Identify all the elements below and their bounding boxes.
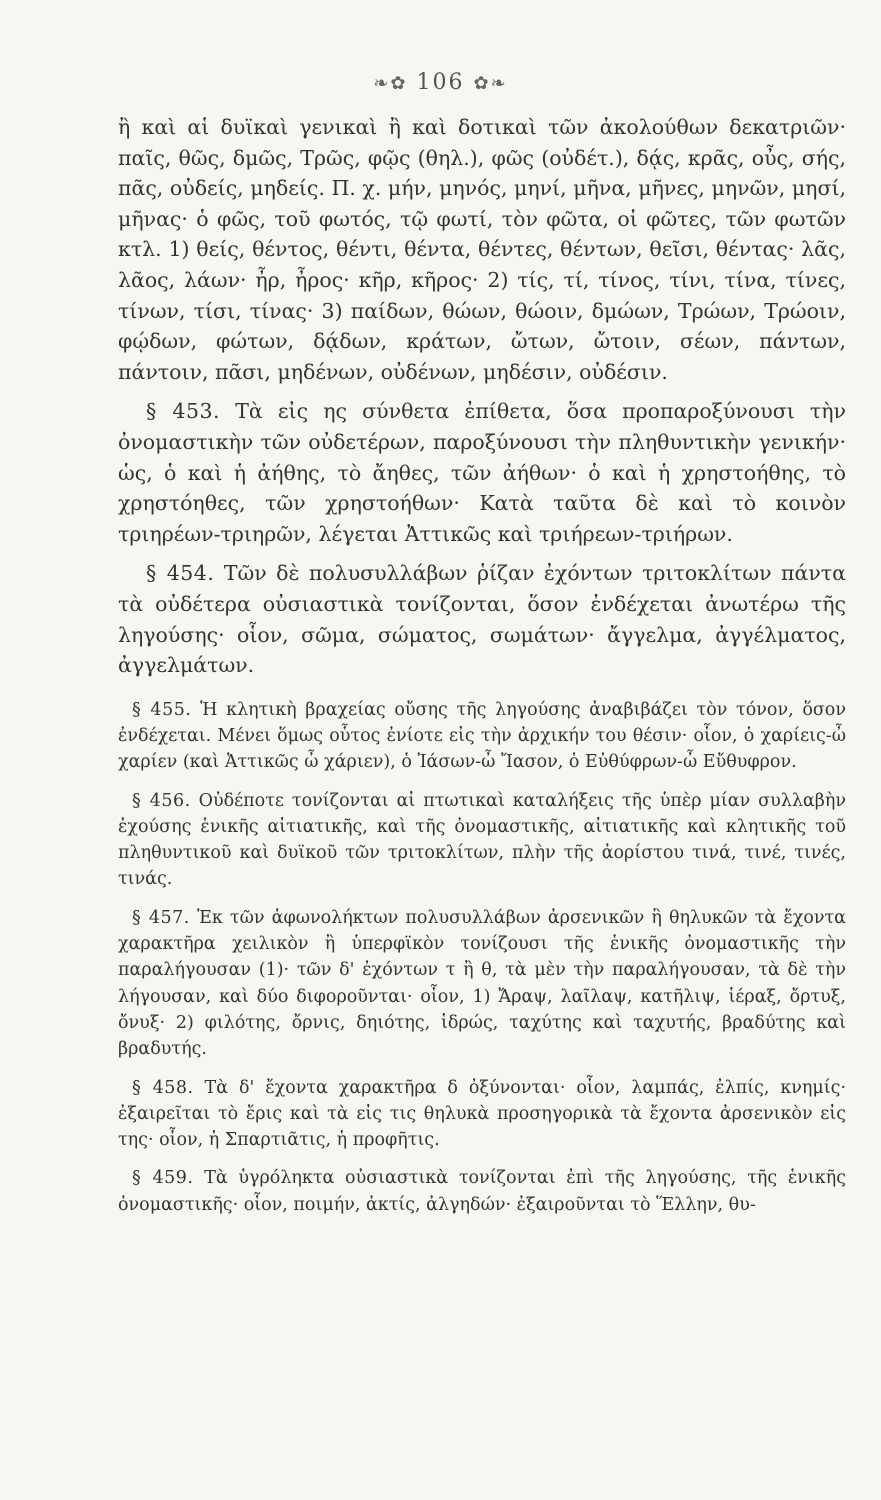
page-number: 106 [416, 70, 465, 95]
section-text: Τὰ δ' ἔχοντα χαρακτῆρα δ ὀξύνονται· οἷον, λαμπάς, ἐλπίς, κνημίς· ἐξαιρεῖται τὸ ἔρις καὶ τὰ εἰς τις θηλυκὰ προσηγορικὰ τὰ ἔχοντα ἀρσενικὸν εἰς της· οἷον, ἡ Σπαρτιᾶτις, ἡ προφῆτις. [118, 1077, 846, 1151]
paragraph-456 [118, 788, 846, 893]
section-text: Ἡ κλητικὴ βραχείας οὔσης τῆς ληγούσης ἀναβιβάζει τὸν τόνον, ὅσον ἐνδέχεται. Μένει ὅμως οὗτος ἐνίοτε εἰς τὴν ἀρχικήν του θέσιν· οἷον, ὁ χαρίεις-ὦ χαρίεν (καὶ Ἀττικῶς ὦ χάριεν), ὁ Ἰάσων-ὦ Ἴασον, ὁ Εὐθύφρων-ὦ Εὔθυφρον. [118, 699, 846, 773]
ornament-right-icon: ✿❧ [473, 73, 508, 94]
large-print-block [118, 112, 846, 681]
section-text: Ἐκ τῶν ἀφωνολήκτων πολυσυλλάβων ἀρσενικῶν ἢ θηλυκῶν τὰ ἔχοντα χαρακτῆρα χειλικὸν ἢ ὑπερφϊκὸν τονίζουσι τῆς ἑνικῆς ὀνομαστικῆς τὴν παραλήγουσαν (1)· τῶν δ' ἐχόντων τ ἢ θ, τὰ μὲν τὴν παραλήγουσαν, τὰ δὲ τὴν λήγουσαν, καὶ δύο διφοροῦνται· οἷον, 1) Ἄραψ, λαῖλαψ, κατῆλιψ, ἱέραξ, ὄρτυξ, ὄνυξ· 2) φιλότης, ὄρνις, δηιότης, ἱδρώς, ταχύτης καὶ ταχυτής, βραδύτης καὶ βραδυτής. [118, 907, 846, 1060]
paragraph-455 [118, 697, 846, 776]
section-number: § 455. [132, 699, 192, 720]
paragraph-454 [118, 558, 846, 680]
section-number: § 458. [132, 1077, 194, 1098]
section-number: § 459. [132, 1168, 194, 1189]
section-text: Τὰ εἰς ης σύνθετα ἐπίθετα, ὅσα προπαροξύνουσι τὴν ὀνομαστικὴν τῶν οὐδετέρων, παροξύνουσι τὴν πληθυντικὴν γενικήν· ὡς, ὁ καὶ ἡ ἀήθης, τὸ ἄηθες, τῶν ἀήθων· ὁ καὶ ἡ χρηστοήθης, τὸ χρηστόηθες, τῶν χρηστοήθων· Κατὰ ταῦτα δὲ καὶ τὸ κοινὸν τριηρέων-τριηρῶν, λέγεται Ἀττικῶς καὶ τριήρεων-τριήρων. [118, 399, 846, 546]
section-number: § 457. [132, 907, 190, 928]
ornament-left-icon: ❧✿ [373, 73, 408, 94]
section-text: Τῶν δὲ πολυσυλλάβων ῥίζαν ἐχόντων τριτοκλίτων πάντα τὰ οὐδέτερα οὐσιαστικὰ τονίζονται, ὅσον ἐνδέχεται ἀνωτέρω τῆς ληγούσης· οἷον, σῶμα, σώματος, σωμάτων· ἄγγελμα, ἀγγέλματος, ἀγγελμάτων. [118, 561, 846, 678]
small-print-block [118, 697, 846, 1218]
section-text: Οὐδέποτε τονίζονται αἱ πτωτικαὶ καταλήξεις τῆς ὑπὲρ μίαν συλλαβὴν ἐχούσης ἑνικῆς αἰτιατικῆς, καὶ τῆς ὀνομαστικῆς, αἰτιατικῆς καὶ κλητικῆς τοῦ πληθυντικοῦ καὶ δυϊκοῦ τῶν τριτοκλίτων, πλὴν τῆς ἀορίστου τινά, τινέ, τινές, τινάς. [118, 790, 846, 890]
section-text: Τὰ ὑγρόληκτα οὐσιαστικὰ τονίζονται ἐπὶ τῆς ληγούσης, τῆς ἑνικῆς ὀνομαστικῆς· οἷον, ποιμήν, ἀκτίς, ἀλγηδών· ἐξαιροῦνται τὸ Ἕλλην, θυ- [118, 1168, 846, 1215]
page-header [0, 70, 881, 95]
section-number: § 454. [146, 561, 215, 586]
paragraph-453 [118, 396, 846, 549]
paragraph-459 [118, 1165, 846, 1218]
section-number: § 456. [132, 790, 191, 811]
continuation-paragraph: ἢ καὶ αἱ δυϊκαὶ γενικαὶ ἢ καὶ δοτικαὶ τῶν ἀκολούθων δεκατριῶν· παῖς, θῶς, δμῶς, Τρῶς, φῷς (θηλ.), φῶς (οὐδέτ.), δᾴς, κρᾶς, οὖς, σής, πᾶς, οὐδείς, μηδείς. Π. χ. μήν, μηνός, μηνί, μῆνα, μῆνες, μηνῶν, μησί, μῆνας· ὁ φῶς, τοῦ φωτός, τῷ φωτί, τὸν φῶτα, οἱ φῶτες, τῶν φωτῶν κτλ. 1) θείς, θέντος, θέντι, θέντα, θέντες, θέντων, θεῖσι, θέντας· λᾶς, λᾶος, λάων· ἦρ, ἦρος· κῆρ, κῆρος· 2) τίς, τί, τίνος, τίνι, τίνα, τίνες, τίνων, τίσι, τίνας· 3) παίδων, θώων, θώοιν, δμώων, Τρώων, Τρώοιν, φῴδων, φώτων, δᾴδων, κράτων, ὤτων, ὤτοιν, σέων, πάντων, πάντοιν, πᾶσι, μηδένων, οὐδένων, μηδέσιν, οὐδέσιν. [118, 115, 846, 384]
paragraph-458 [118, 1075, 846, 1154]
body-text [118, 112, 846, 1218]
paragraph-457 [118, 905, 846, 1063]
section-number: § 453. [146, 399, 221, 424]
